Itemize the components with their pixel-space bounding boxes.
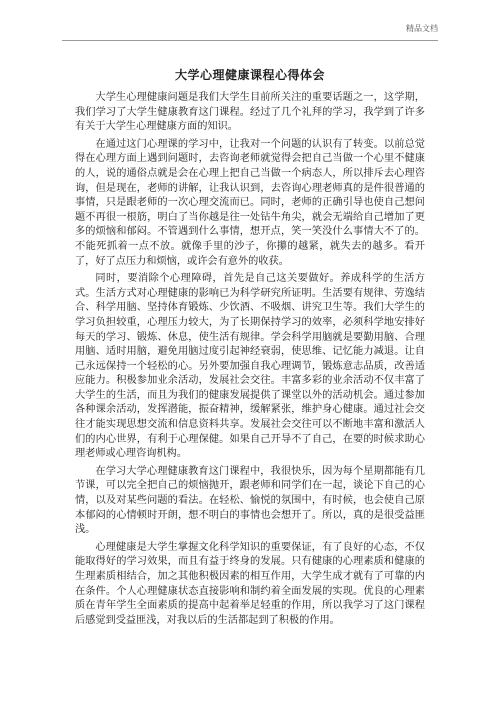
paragraph: 大学生心理健康问题是我们大学生目前所关注的重要话题之一，这学期，我们学习了大学生健康教育这门课程。经过了几个礼拜的学习，我学到了许多有关于大学生心理健康方面的知识。 — [75, 92, 425, 133]
document-body — [75, 91, 425, 631]
paragraph: 在学习大学心理健康教育这门课程中，我很快乐，因为每个星期都能有几节课，可以完全把自己的烦恼抛开，跟老师和同学们在一起，谈论下自己的心情，以及对某些问题的看法。在轻松、愉悦的氛围中，有时候，也会使自己原本郁闷的心情顿时开朗，想不明白的事情也会想开了。所以，真的是很受益匪浅。 — [75, 465, 425, 536]
paragraph: 同时，要消除个心理障碍，首先是自己这关要做好。养成科学的生活方式。生活方式对心理健康的影响已为科学研究所证明。生活要有规律、劳逸结合、科学用脑、坚持体育锻炼、少饮酒、不吸烟、讲究卫生等。我们大学生的学习负担较重，心理压力较大，为了长期保持学习的效率，必须科学地安排好每天的学习、锻炼、休息，使生活有规律。学会科学用脑就是要勤用脑、合理用脑、适时用脑，避免用脑过度引起神经衰弱，使思维、记忆能力减退。让自己永远保持一个轻松的心。另外要加强自我心理调节，锻炼意志品质，改善适应能力。积极参加业余活动，发展社会交往。丰富多彩的业余活动不仅丰富了大学生的生活，而且为我们的健康发展提供了课堂以外的活动机会。通过参加各种课余活动，发挥潜能，振奋精神，缓解紧张，维护身心健康。通过社会交往才能实现思想交流和信息资料共享。发展社会交往可以不断地丰富和激活人们的内心世界，有利于心理保健。如果自己开导不了自己，在要的时候求助心理老师或心理咨询机构。 — [75, 273, 425, 460]
page-header — [62, 0, 438, 41]
paragraph: 在通过这门心理课的学习中，让我对一个问题的认识有了转变。以前总觉得在心理方面上遇到问题时，去咨询老师就觉得会把自己当做一个心里不健康的人，说的通俗点就是会在心理上把自己当做一个病态人，所以排斥去心理咨询，但是现在，老师的讲解，让我认识到，去咨询心理老师真的是件很普通的事情，只是跟老师的一次心理交流而已。同时，老师的正确引导也使自己想问题不再很一根筋，明白了当你越是往一处钻牛角尖，就会无端给自己增加了更多的烦恼和郁闷。不管遇到什么事情，想开点，笑一笑没什么事情大不了的。不能死抓着一点不放。就像手里的沙子，你攥的越紧，就失去的越多。看开了，好了点压力和烦恼，或许会有意外的收获。 — [75, 138, 425, 267]
header-label: 精品文档 — [406, 24, 438, 33]
paragraph: 心理健康是大学生掌握文化科学知识的重要保证，有了良好的心态，不仅能取得好的学习效果，而且有益于终身的发展。只有健康的心理素质和健康的生理素质相结合，加之其他积极因素的相互作用，大学生成才就有了可靠的内在条件。个人心理健康状态直接影响和制约着全面发展的实现。优良的心理素质在青年学生全面素质的提高中起着举足轻重的作用，所以我学习了这门课程后感觉到受益匪浅，对我以后的生活都起到了积极的作用。 — [75, 541, 425, 626]
document-title: 大学心理健康课程心得体会 — [174, 68, 325, 82]
